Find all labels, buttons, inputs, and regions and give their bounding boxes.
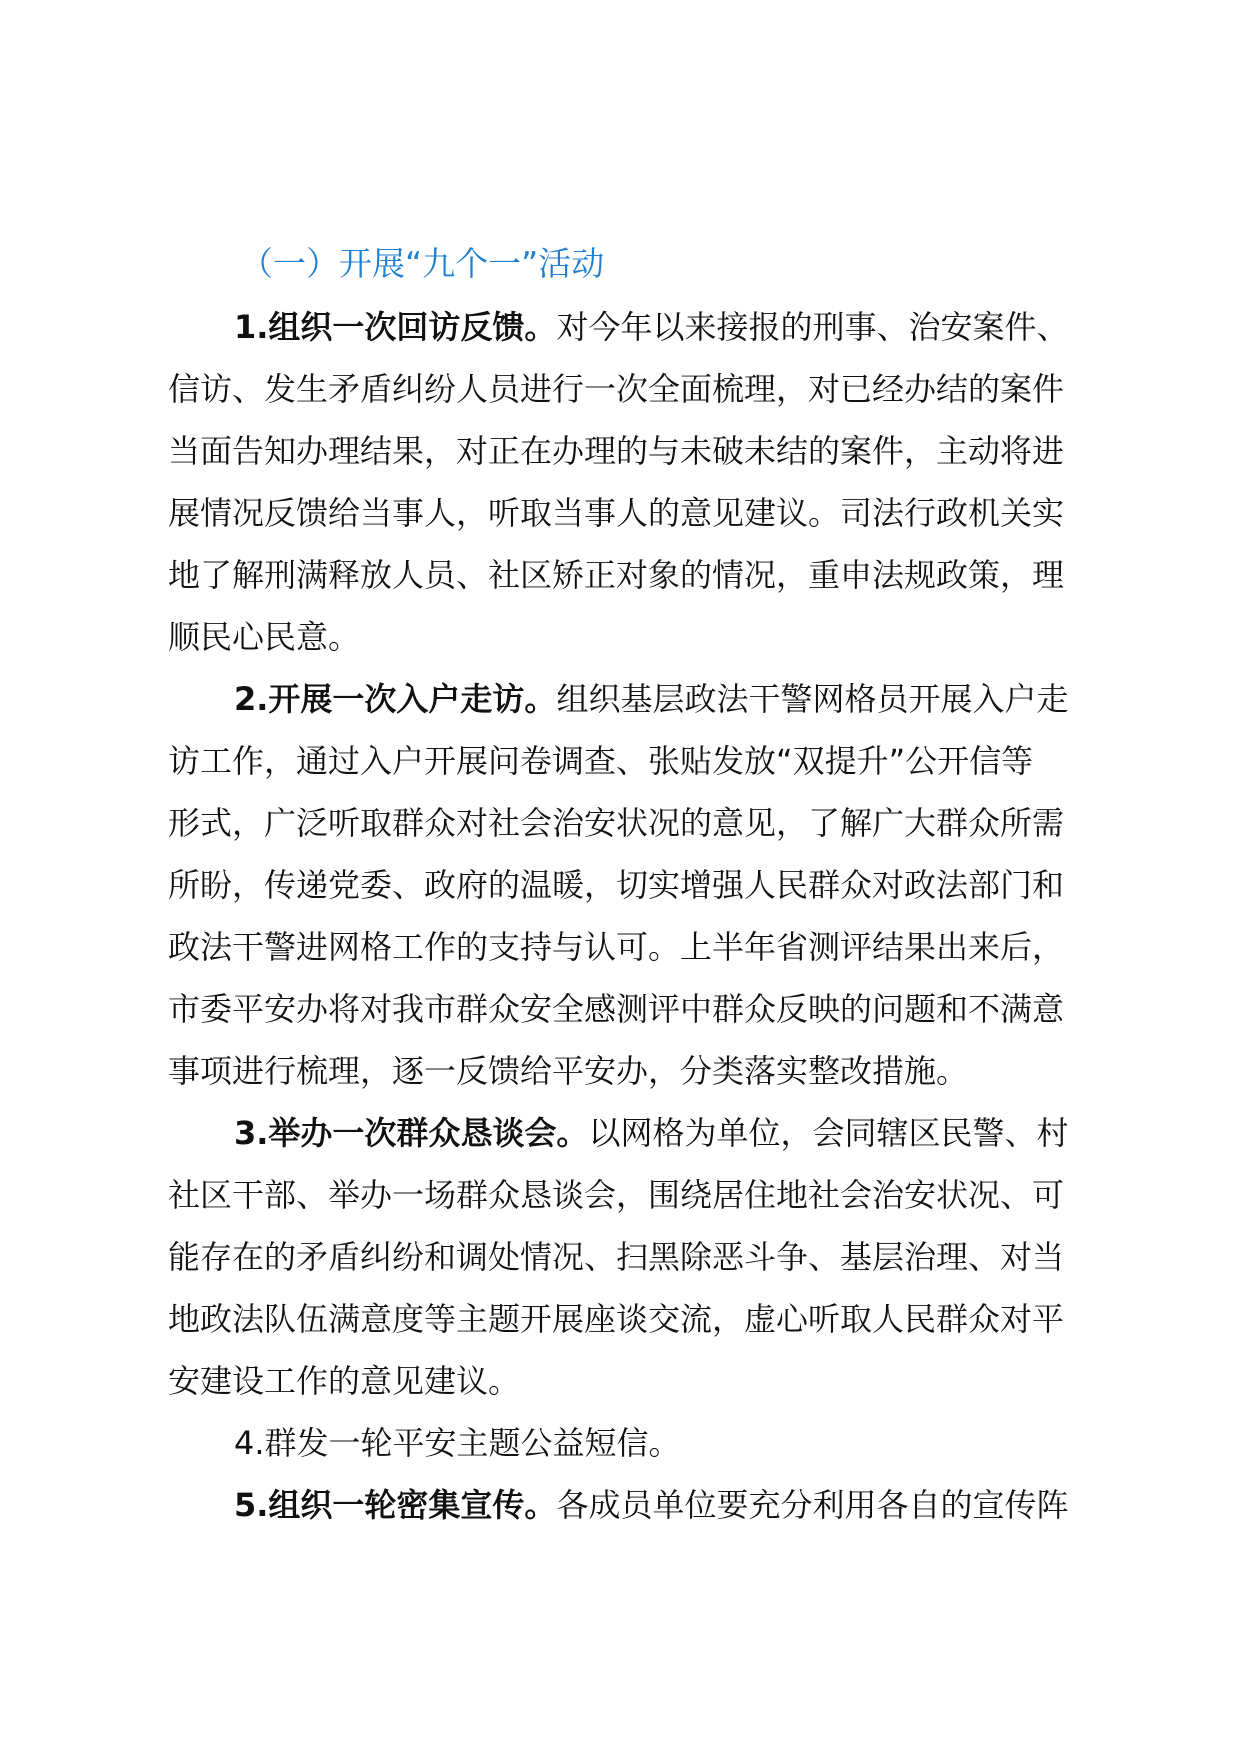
paragraph-line: 安建设工作的意见建议。 xyxy=(168,1362,521,1400)
paragraph-3 xyxy=(168,1102,1100,1412)
paragraph-first-line xyxy=(168,1474,1100,1536)
document-body xyxy=(168,234,1100,1536)
paragraph-text: 以网格为单位，会同辖区民警、村 xyxy=(588,1114,1069,1152)
paragraph-lead: 2.开展一次入户走访。 xyxy=(234,680,557,718)
paragraph-text: 各成员单位要充分利用各自的宣传阵 xyxy=(556,1486,1069,1524)
paragraph-line: 地了解刑满释放人员、社区矫正对象的情况，重申法规政策，理 xyxy=(168,556,1065,594)
paragraph-first-line xyxy=(168,668,1100,730)
paragraph-line: 访工作，通过入户开展问卷调查、张贴发放“双提升”公开信等 xyxy=(168,742,1034,780)
paragraph-text: 组织基层政法干警网格员开展入户走 xyxy=(556,680,1069,718)
paragraph-first-line xyxy=(168,1102,1100,1164)
section-heading: （一）开展“九个一”活动 xyxy=(240,244,605,283)
paragraph-lead: 1.组织一次回访反馈。 xyxy=(234,308,557,346)
paragraph-2 xyxy=(168,668,1100,1102)
paragraph-line: 能存在的矛盾纠纷和调处情况、扫黑除恶斗争、基层治理、对当 xyxy=(168,1238,1065,1276)
paragraph-line: 事项进行梳理，逐一反馈给平安办，分类落实整改措施。 xyxy=(168,1052,969,1090)
paragraph-line: 顺民心民意。 xyxy=(168,618,361,656)
paragraph-line: 政法干警进网格工作的支持与认可。上半年省测评结果出来后， xyxy=(168,928,1065,966)
paragraph-first-line xyxy=(168,296,1100,358)
paragraph-line: 展情况反馈给当事人，听取当事人的意见建议。司法行政机关实 xyxy=(168,494,1065,532)
paragraph-5 xyxy=(168,1474,1100,1536)
paragraph-line: 市委平安办将对我市群众安全感测评中群众反映的问题和不满意 xyxy=(168,990,1065,1028)
paragraph-lead: 3.举办一次群众恳谈会。 xyxy=(234,1114,589,1152)
paragraph-line: 形式，广泛听取群众对社会治安状况的意见，了解广大群众所需 xyxy=(168,804,1065,842)
paragraph-first-line: 4.群发一轮平安主题公益短信。 xyxy=(234,1424,681,1462)
paragraph-line: 地政法队伍满意度等主题开展座谈交流，虚心听取人民群众对平 xyxy=(168,1300,1065,1338)
paragraph-line: 当面告知办理结果，对正在办理的与未破未结的案件，主动将进 xyxy=(168,432,1065,470)
paragraph-line: 所盼，传递党委、政府的温暖，切实增强人民群众对政法部门和 xyxy=(168,866,1065,904)
paragraph-4 xyxy=(168,1412,1100,1474)
paragraph-1 xyxy=(168,296,1100,668)
paragraph-text: 对今年以来接报的刑事、治安案件、 xyxy=(556,308,1069,346)
paragraph-lead: 5.组织一轮密集宣传。 xyxy=(234,1486,557,1524)
paragraph-line: 信访、发生矛盾纠纷人员进行一次全面梳理，对已经办结的案件 xyxy=(168,370,1065,408)
paragraph-line: 社区干部、举办一场群众恳谈会，围绕居住地社会治安状况、可 xyxy=(168,1176,1065,1214)
